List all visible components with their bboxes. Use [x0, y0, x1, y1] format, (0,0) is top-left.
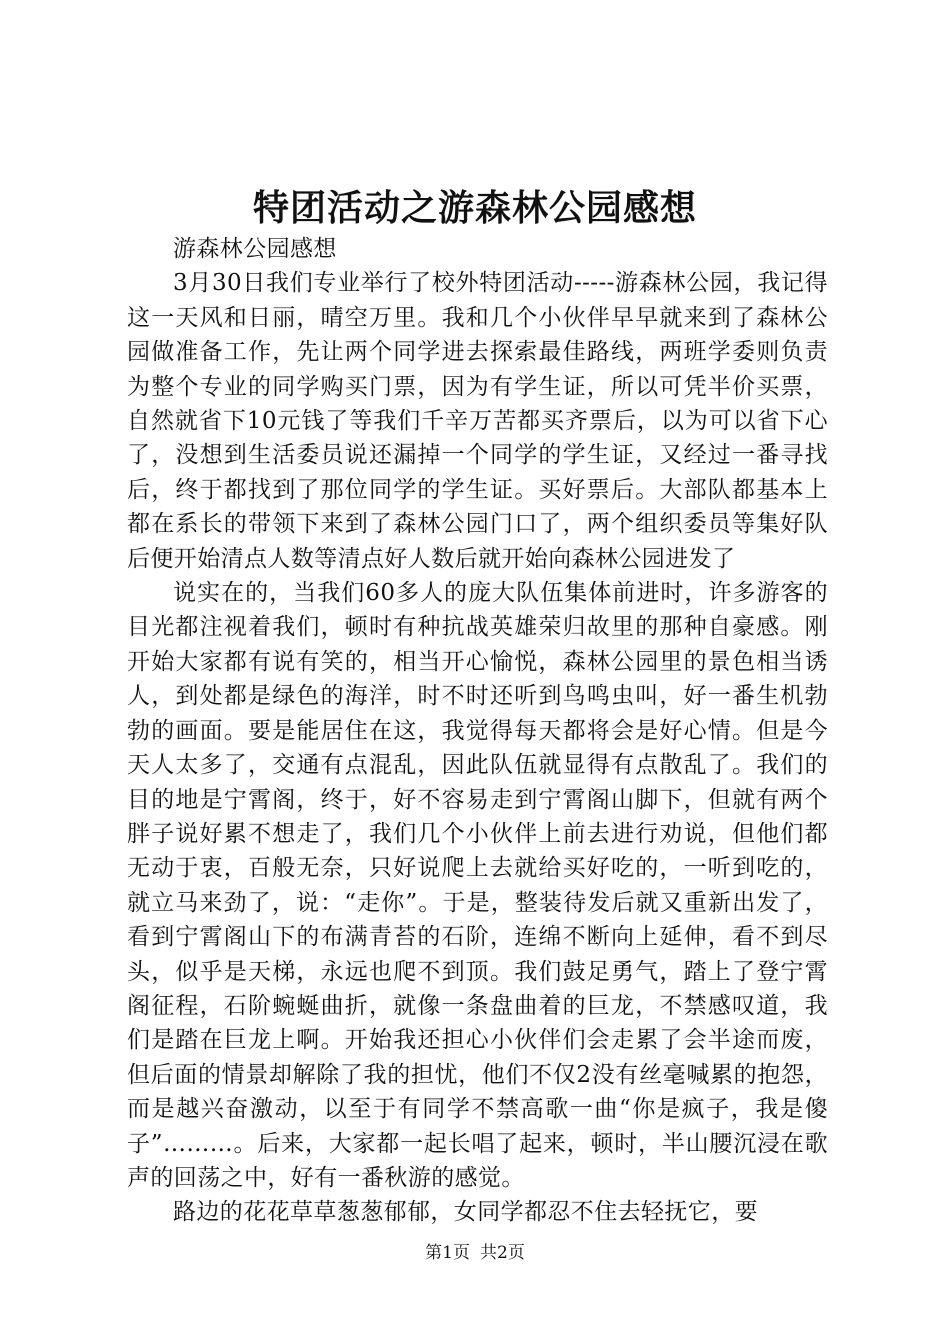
document-title: 特团活动之游森林公园感想	[252, 187, 697, 229]
page-footer	[0, 1241, 950, 1265]
document-body	[127, 232, 828, 1230]
body-paragraph-3: 路边的花花草草葱葱郁郁，女同学都忍不住去轻抚它，要	[173, 1199, 758, 1226]
page-number: 第1页	[425, 1243, 470, 1263]
body-paragraph-2: 说实在的，当我们60多人的庞大队伍集体前进时，许多游客的目光都注视着我们，顿时有种抗战英雄荣归故里的那种自豪感。刚开始大家都有说有笑的，相当开心愉悦，森林公园里的景色相当诱人，到处都是绿色的海洋，时不时还听到鸟鸣虫叫，好一番生机勃勃的画面。要是能居住在这，我觉得每天都将会是好心情。但是今天人太多了，交通有点混乱，因此队伍就显得有点散乱了。我们的目的地是宁霄阁，终于，好不容易走到宁霄阁山脚下，但就有两个胖子说好累不想走了，我们几个小伙伴上前去进行劝说，但他们都无动于衷，百般无奈，只好说爬上去就给买好吃的，一听到吃的，就立马来劲了，说：“走你”。于是，整装待发后就又重新出发了，看到宁霄阁山下的布满青苔的石阶，连绵不断向上延伸，看不到尽头，似乎是天梯，永远也爬不到顶。我们鼓足勇气，踏上了登宁霄阁征程，石阶蜿蜒曲折，就像一条盘曲着的巨龙，不禁感叹道，我们是踏在巨龙上啊。开始我还担心小伙伴们会走累了会半途而废，但后面的情景却解除了我的担忧，他们不仅2没有丝毫喊累的抱怨，而是越兴奋激动，以至于有同学不禁高歌一曲“你是疯子，我是傻子”………。后来，大家都一起长唱了起来，顿时，半山腰沉浸在歌声的回荡之中，好有一番秋游的感觉。	[127, 580, 828, 1191]
subtitle-paragraph: 游森林公园感想	[173, 236, 337, 262]
page-total: 共2页	[480, 1243, 525, 1263]
body-paragraph-1: 3月30日我们专业举行了校外特团活动-----游森林公园，我记得这一天风和日丽，晴空万里。我和几个小伙伴早早就来到了森林公园做准备工作，先让两个同学进去探索最佳路线，两班学委则负责为整个专业的同学购买门票，因为有学生证，所以可凭半价买票，自然就省下10元钱了等我们千辛万苦都买齐票后，以为可以省下心了，没想到生活委员说还漏掉一个同学的学生证，又经过一番寻找后，终于都找到了那位同学的学生证。买好票后。大部队都基本上都在系长的带领下来到了森林公园门口了，两个组织委员等集好队后便开始清点人数等清点好人数后就开始向森林公园进发了	[127, 270, 828, 572]
